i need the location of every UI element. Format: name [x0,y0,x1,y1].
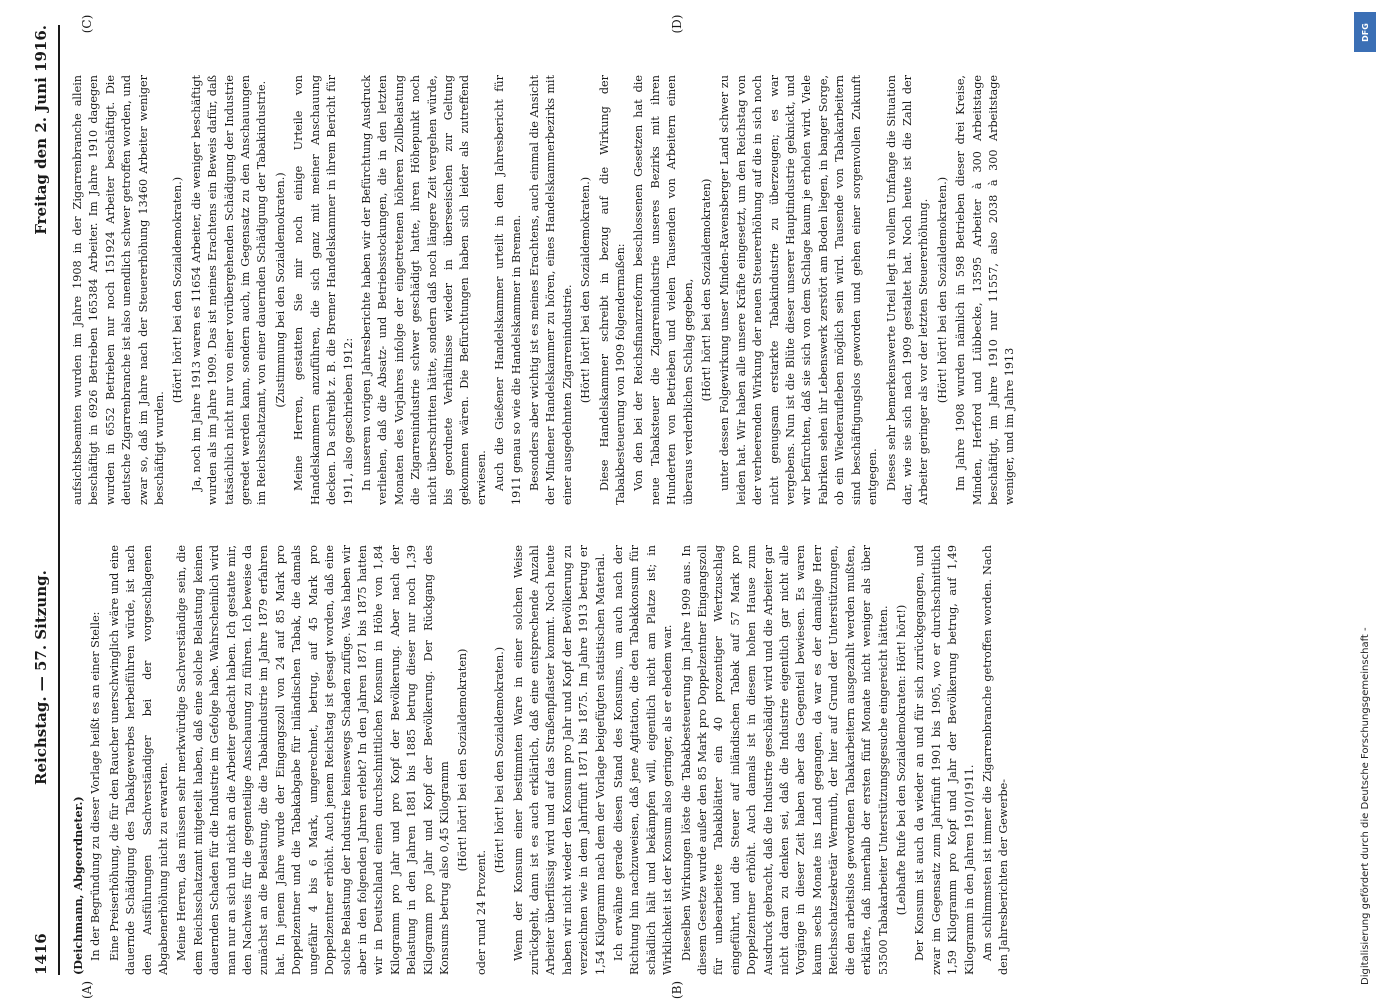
paragraph: Dieselben Wirkungen löste die Tabakbesteuerung im Jahre 1909 aus. In diesem Gesetze wurde außer den 85 Mark pro Doppelzentner Eingangszoll für unbearbeitete Tabakblätter ein 40 prozentiger Wertzuschlag eingeführt, und die Steuer auf inländischen Tabak auf 57 Mark pro Doppelzentner erhöht. Auch damals ist in diesem hohen Hause zum Ausdruck gebracht, daß die Industrie geschädigt wird und die Arbeiter gar nicht daran zu denken sei, daß die Industrie eigentlich gar nicht alle Vorgänge in dieser Zeit haben aber das Gegenteil bewiesen. Es waren kaum sechs Monate ins Land gegangen, da war es der damalige Herr Reichsschatzsekretär Wermuth, der hier auf Grund der Unterstützungen, die den arbeitslos gewordenen Tabakarbeitern ausgezahlt werden mußten, erklärte, daß innerhalb der ersten fünf Monate nicht weniger als über 53500 Tabakarbeiter Unterstützungsgesuche eingereicht hätten. [679,545,890,975]
paragraph: Ja, noch im Jahre 1913 waren es 11654 Arbeiter, die weniger beschäftigt wurden als im Jahre 1909. Das ist meines Erachtens ein Beweis dafür, daß tatsächlich nicht nur von einer vorübergehenden Schädigung der Industrie geredet werden kann, sondern auch, im Gegensatz zu den Anschauungen im Reichsschatzamt, von einer dauernden Schädigung der Tabakindustrie. [189,75,269,505]
interjection: (Hört! hört! bei den Sozialdemokraten.) [493,646,507,874]
page-header [30,25,56,975]
interjection: (Hört! hört! bei den Sozialdemokraten.) [171,176,185,404]
paragraph: Am schlimmsten ist immer die Zigarrenbranche getroffen worden. Nach den Jahresberichten der Gewerbe- [980,545,1011,975]
quote-paragraph: In unserem vorigen Jahresberichte haben wir der Befürchtung Ausdruck verliehen, daß die Absatz- und Betriebsstockungen, die in den letzten Monaten des Vorjahres infolge der eingetretenen höheren Zollbelastung die Zigarrenindustrie schwer geschädigt hatte, ihren Höhepunkt noch nicht überschritten hätte, sondern daß noch längere Zeit vergehen würde, bis geordnete Verhältnisse wieder in überseeischen zur Geltung gekommen wären. Die Befürchtungen haben sich leider als zutreffend erwiesen. [359,75,488,505]
quote-paragraph: Von den bei der Reichsfinanzreform beschlossenen Gesetzen hat die neue Tabaksteuer die Zigarrenindustrie unseres Bezirks mit ihren Hunderten von Betrieben und vielen Tausenden von Arbeitern einen überaus verderblichen Schlag gegeben, [632,75,695,505]
margin-marker-a: (A) [80,980,94,1000]
paragraph: Der Konsum ist auch da wieder an und für sich zurückgegangen, und zwar im Gegensatz zum Jahrfünft 1901 bis 1905, wo er durchschnittlich 1,59 Kilogramm pro Kopf und Jahr der Bevölkerung betrug, auf 1,49 Kilogramm in den Jahren 1910/1911. [913,545,976,975]
paragraph: Meine Herren, gestatten Sie mir noch einige Urteile von Handelskammern anzuführen, die sich ganz mit meiner Anschauung decken. Da schreibt z. B. die Bremer Handelskammer in ihrem Bericht für 1911, also geschrieben 1912: [292,75,355,505]
paragraph: Diese Handelskammer schreibt in bezug auf die Wirkung der Tabakbesteuerung von 1909 folgendermaßen: [597,75,627,505]
paragraph: Wenn der Konsum einer bestimmten Ware in einer solchen Weise zurückgeht, dann ist es auch erklärlich, daß eine entsprechende Anzahl Arbeiter überflüssig wird und auf das Straßenpflaster kommt. Noch heute haben wir nicht wieder den Konsum pro Jahr und Kopf der Bevölkerung zu verzeichnen wie in dem Jahrfünft 1871 bis 1875. Im Jahre 1913 betrug er 1,54 Kilogramm nach dem der Vorlage beigefügten statistischen Material. [511,545,607,975]
paragraph: Dieses sehr bemerkenswerte Urteil legt in vollem Umfange die Situation dar, wie sie sich nach 1909 gestaltet hat. Noch heute ist die Zahl der Arbeiter geringer als vor der letzten Steuererhöhung. [884,75,931,505]
paragraph: oder rund 24 Prozent. [474,849,488,975]
paragraph: Im Jahre 1908 wurden nämlich in 598 Betrieben dieser drei Kreise, Minden, Herford und Lübbecke, 13595 Arbeiter à 300 Arbeitstage beschäftigt, im Jahre 1910 nur 11557, also 2038 à 300 Arbeitstage weniger, und im Jahre 1913 [954,75,1017,505]
interjection: (Hört! hört! bei den Sozialdemokraten) [700,178,714,402]
paragraph: Auch die Gießener Handelskammer urteilt in dem Jahresbericht für 1911 genau so wie die Handelskammer in Bremen. [493,75,523,505]
session-title: Reichstag. — 57. Sitzung. [32,570,50,785]
margin-marker-c: (C) [80,14,94,34]
paragraph: aufsichtsbeamten wurden im Jahre 1908 in der Zigarrenbranche allein beschäftigt in 6926 Betrieben 165384 Arbeiter. Im Jahre 1910 dagegen wurden in 6552 Betrieben nur noch 151924 Arbeiter beschäftigt. Die deutsche Zigarrenbranche ist also unendlich schwer getroffen worden, und zwar so, daß im Jahre nach der Steuererhöhung 13460 Arbeiter weniger beschäftigt wurden. [71,75,167,505]
dfg-logo: DFG [1354,12,1376,52]
paragraph: Meine Herren, das müssen sehr merkwürdige Sachverständige sein, die dem Reichsschatzamt mitgeteilt haben, daß eine solche Belastung keinen dauernden Schaden für die Industrie im Gefolge habe. Wahrscheinlich wird man nur an sich und nicht an die Arbeiter gedacht haben. Ich gestatte mir, den Nachweis für die gegenteilige Anschauung zu führen. Ich beweise da zunächst an die Belastung, die die Tabakindustrie im Jahre 1879 erfahren hat. In jenem Jahre wurde der Eingangszoll von 24 auf 85 Mark pro Doppelzentner und die Tabakabgabe für inländischen Tabak, die damals ungefähr 4 bis 6 Mark, umgerechnet, betrug, auf 45 Mark pro Doppelzentner erhöht. Auch jenem Reichstag ist gesagt worden, daß eine solche Belastung der Industrie keineswegs Schaden zufüge. Was haben wir aber in den folgenden Jahren erlebt? In den Jahren 1871 bis 1875 hatten wir in Deutschland einen durchschnittlichen Konsum in Höhe von 1,84 Kilogramm pro Jahr und pro Kopf der Bevölkerung. Aber nach der Belastung in den Jahren 1881 bis 1885 betrug dieser nur noch 1,39 Kilogramm pro Jahr und Kopf der Bevölkerung. Der Rückgang des Konsums betrug also 0,45 Kilogramm [175,545,451,975]
interjection: (Hört! hört! bei den Sozialdemokraten.) [935,176,949,404]
interjection: (Lebhafte Rufe bei den Sozialdemokraten: Hört! hört!) [894,604,908,916]
digitization-credit: Digitalisierung gefördert durch die Deutsche Forschungsgemeinschaft - [1360,627,1371,985]
rotated-page [30,14,1280,1000]
paragraph: In der Begründung zu dieser Vorlage heißt es an einer Stelle: [89,611,103,961]
speaker-label: (Deichmann, Abgeordneter.) [71,796,85,975]
interjection: (Zustimmung bei den Sozialdemokraten.) [273,172,287,408]
session-date: Freitag den 2. Juni 1916. [32,25,50,235]
interjection: (Hört! hört! bei den Sozialdemokraten) [456,648,470,872]
page-number: 1416 [32,933,50,975]
margin-marker-d: (D) [670,14,684,34]
right-column [70,75,1270,505]
paragraph: Besonders aber wichtig ist es meines Erachtens, auch einmal die Ansicht der Mindener Handelskammer zu hören, eines Handelskammerbezirks mit einer ausgedehnten Zigarrenindustrie. [527,75,574,505]
left-column [70,545,1270,975]
quote-paragraph: unter dessen Folgewirkung unser Minden-Ravensberger Land schwer zu leiden hat. Wir haben alle unsere Kräfte eingesetzt, um den Reichstag von der verheerenden Wirkung der neuen Steuererhöhung auf die in sich noch nicht genugsam erstarkte Tabakindustrie zu überzeugen; es war vergebens. Nun ist die Blüte dieser unserer Hauptindustrie geknickt, und wir befürchten, daß sie sich von dem Schlage kaum je erholen wird. Viele Fabriken sehen ihr Lebenswerk zerstört am Boden liegen, in banger Sorge, ob ein Wiederaufleben möglich sein wird. Tausende von Tabakarbeitern sind beschäftigungslos geworden und gehen einer sorgenvollen Zukunft entgegen. [718,75,880,505]
interjection: (Hört! hört! bei den Sozialdemokraten.) [579,176,593,404]
quote-paragraph: Eine Preiserhöhung, die für den Raucher unerschwinglich wäre und eine dauernde Schädigung des Tabakgewerbes herbeiführen würde, ist nach den Ausführungen Sachverständiger bei der vorgeschlagenen Abgabenerhöhung nicht zu erwarten. [107,545,171,975]
digitization-sidebar [1350,10,1380,990]
paragraph: Ich erwähne gerade diesen Stand des Konsums, um auch nach der Richtung hin nachzuweisen, daß jene Agitation, die den Tabakkonsum für schädlich hält und bekämpfen will, eigentlich nicht am Platze ist; in Wirklichkeit ist der Konsum also geringer, als er ehedem war. [612,545,675,975]
margin-marker-b: (B) [670,980,684,1000]
header-rule [58,25,60,975]
